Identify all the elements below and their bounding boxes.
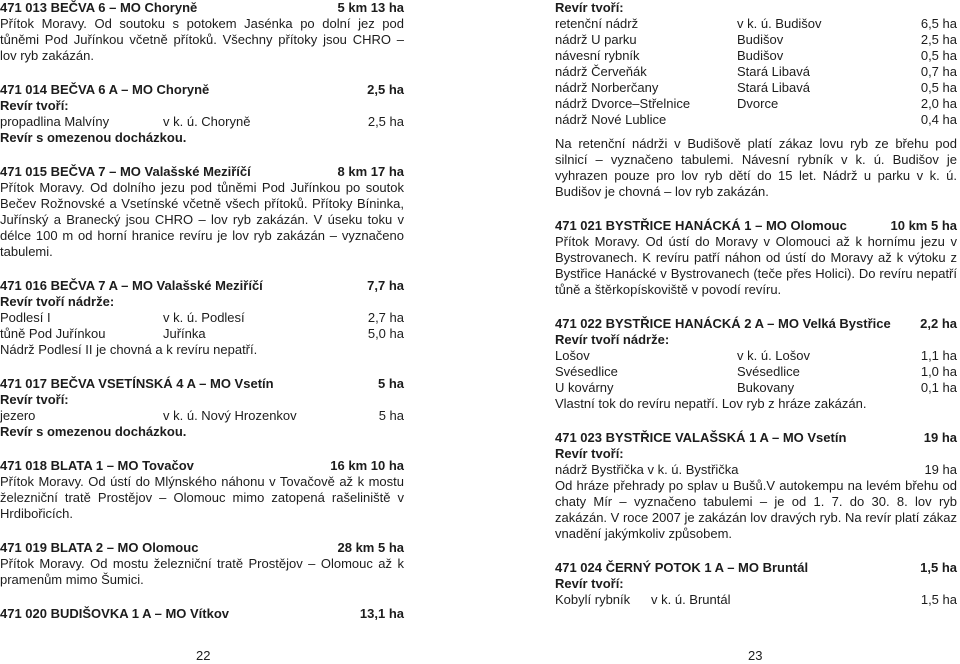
right-page-column [555,0,957,626]
section-471015 [0,164,404,260]
creator-label: Revír tvoří: [0,392,69,407]
section-471019 [0,540,404,588]
section-text: Přítok Moravy. Od dolního jezu pod tůněmi Pod Juřínkou po soutok Bečev Rožnovské a Vsetínské včetně všech přítoků. Přítoky Bíninka, Juřínský a Branecký jsou CHRO – lov ryb zakázán. V úseku toku v délce 100 m od horní hranice revíru je lov ryb zakázán – vyznačeno tabulemi. [0,180,404,259]
section-heading: 471 022 BYSTŘICE HANÁCKÁ 2 A – MO Velká Bystřice 2,2 ha [555,316,957,331]
section-heading: 471 018 BLATA 1 – MO Tovačov 16 km 10 ha [0,458,404,473]
section-text: Přítok Moravy. Od soutoku s potokem Jasénka po dolní jez pod tůněmi Pod Juřínkou včetně přítoků. Všechny přítoky jsou CHRO – lov ryb zakázán. [0,16,404,63]
section-heading: 471 019 BLATA 2 – MO Olomouc 28 km 5 ha [0,540,404,555]
section-471014 [0,82,404,146]
section-text: Nádrž Podlesí II je chovná a k revíru nepatří. [0,342,258,357]
creator-label: Revír tvoří: [555,0,624,15]
table-row: nádrž Červeňák Stará Libavá 0,7 ha [555,64,957,79]
creator-label: Revír tvoří nádrže: [0,294,115,309]
table-row: jezero v k. ú. Nový Hrozenkov 5 ha [0,408,404,423]
section-text: Na retenční nádrži v Budišově platí zákaz lovu ryb ze břehu pod silnicí – vyznačeno tabulemi. Návesní rybník v k. ú. Budišov je vyhrazen pouze pro lov ryb dětí do 15 let. Nádrž u parku v k. ú. Budišov je chovná – lov ryb zakázán. [555,136,957,199]
section-heading: 471 024 ČERNÝ POTOK 1 A – MO Bruntál 1,5 ha [555,560,957,575]
creator-label: Revír tvoří: [555,446,624,461]
section-text: Od hráze přehrady po splav u Bušů.V autokempu na levém břehu od chaty Mír – vyznačeno tabulemi – je od 1. 7. do 30. 8. lov ryb zakázán. V roce 2007 je zakázán lov dravých ryb. Na revír platí zákaz vnadění jakýmkoliv způsobem. [555,478,957,541]
section-471020-continued [555,0,957,200]
section-heading: 471 020 BUDIŠOVKA 1 A – MO Vítkov 13,1 ha [0,606,404,621]
table-row: U kovárny Bukovany 0,1 ha [555,380,957,395]
note-label: Revír s omezenou docházkou. [0,130,187,145]
section-heading: 471 023 BYSTŘICE VALAŠSKÁ 1 A – MO Vsetín 19 ha [555,430,957,445]
table-row: tůně Pod Juřínkou Juřínka 5,0 ha [0,326,404,341]
section-text: Přítok Moravy. Od mostu železniční tratě Prostějov – Olomouc až k pramenům mimo Šumici. [0,556,404,587]
section-471024 [555,560,957,608]
section-text: Přítok Moravy. Od ústí do Moravy v Olomouci až k hornímu jezu v Bystrovanech. K revíru patří náhon od ústí do Moravy až k výtoku z Bystřice Hanácké v Bystrovanech (teče přes Holici). Do revíru nepatří tůně a štěrkopískoviště v povodí revíru. [555,234,957,297]
section-heading: 471 015 BEČVA 7 – MO Valašské Meziříčí 8 km 17 ha [0,164,404,179]
creator-label: Revír tvoří nádrže: [555,332,670,347]
section-heading: 471 013 BEČVA 6 – MO Choryně 5 km 13 ha [0,0,404,15]
page-number-right: 23 [748,648,763,663]
section-471021 [555,218,957,298]
creator-label: Revír tvoří: [0,98,69,113]
table-row: nádrž U parku Budišov 2,5 ha [555,32,957,47]
section-heading: 471 021 BYSTŘICE HANÁCKÁ 1 – MO Olomouc 10 km 5 ha [555,218,957,233]
section-471013 [0,0,404,64]
table-row: nádrž Norberčany Stará Libavá 0,5 ha [555,80,957,95]
creator-label: Revír tvoří: [555,576,624,591]
table-row: retenční nádrž v k. ú. Budišov 6,5 ha [555,16,957,31]
section-471017 [0,376,404,440]
section-heading: 471 017 BEČVA VSETÍNSKÁ 4 A – MO Vsetín 5 ha [0,376,404,391]
section-471020 [0,606,404,622]
note-label: Revír s omezenou docházkou. [0,424,187,439]
table-row: návesní rybník Budišov 0,5 ha [555,48,957,63]
section-heading: 471 016 BEČVA 7 A – MO Valašské Meziříčí 7,7 ha [0,278,404,293]
table-row: Kobylí rybník v k. ú. Bruntál 1,5 ha [555,592,957,607]
section-text: Vlastní tok do revíru nepatří. Lov ryb z hráze zakázán. [555,396,867,411]
section-text: Přítok Moravy. Od ústí do Mlýnského náhonu v Tovačově až k mostu železniční tratě Prostějov – Olomouc mimo zatopená rašeliniště v Hrdibořicích. [0,474,404,521]
left-page-column [0,0,404,640]
table-row: nádrž Bystřička v k. ú. Bystřička 19 ha [555,462,957,477]
section-heading: 471 014 BEČVA 6 A – MO Choryně 2,5 ha [0,82,404,97]
section-471018 [0,458,404,522]
page-number-left: 22 [196,648,211,663]
table-row: nádrž Nové Lublice 0,4 ha [555,112,957,127]
table-row: Svésedlice Svésedlice 1,0 ha [555,364,957,379]
section-471023 [555,430,957,542]
table-row: Lošov v k. ú. Lošov 1,1 ha [555,348,957,363]
section-471022 [555,316,957,412]
table-row: propadlina Malvíny v k. ú. Choryně 2,5 ha [0,114,404,129]
table-row: Podlesí I v k. ú. Podlesí 2,7 ha [0,310,404,325]
table-row: nádrž Dvorce–Střelnice Dvorce 2,0 ha [555,96,957,111]
section-471016 [0,278,404,358]
